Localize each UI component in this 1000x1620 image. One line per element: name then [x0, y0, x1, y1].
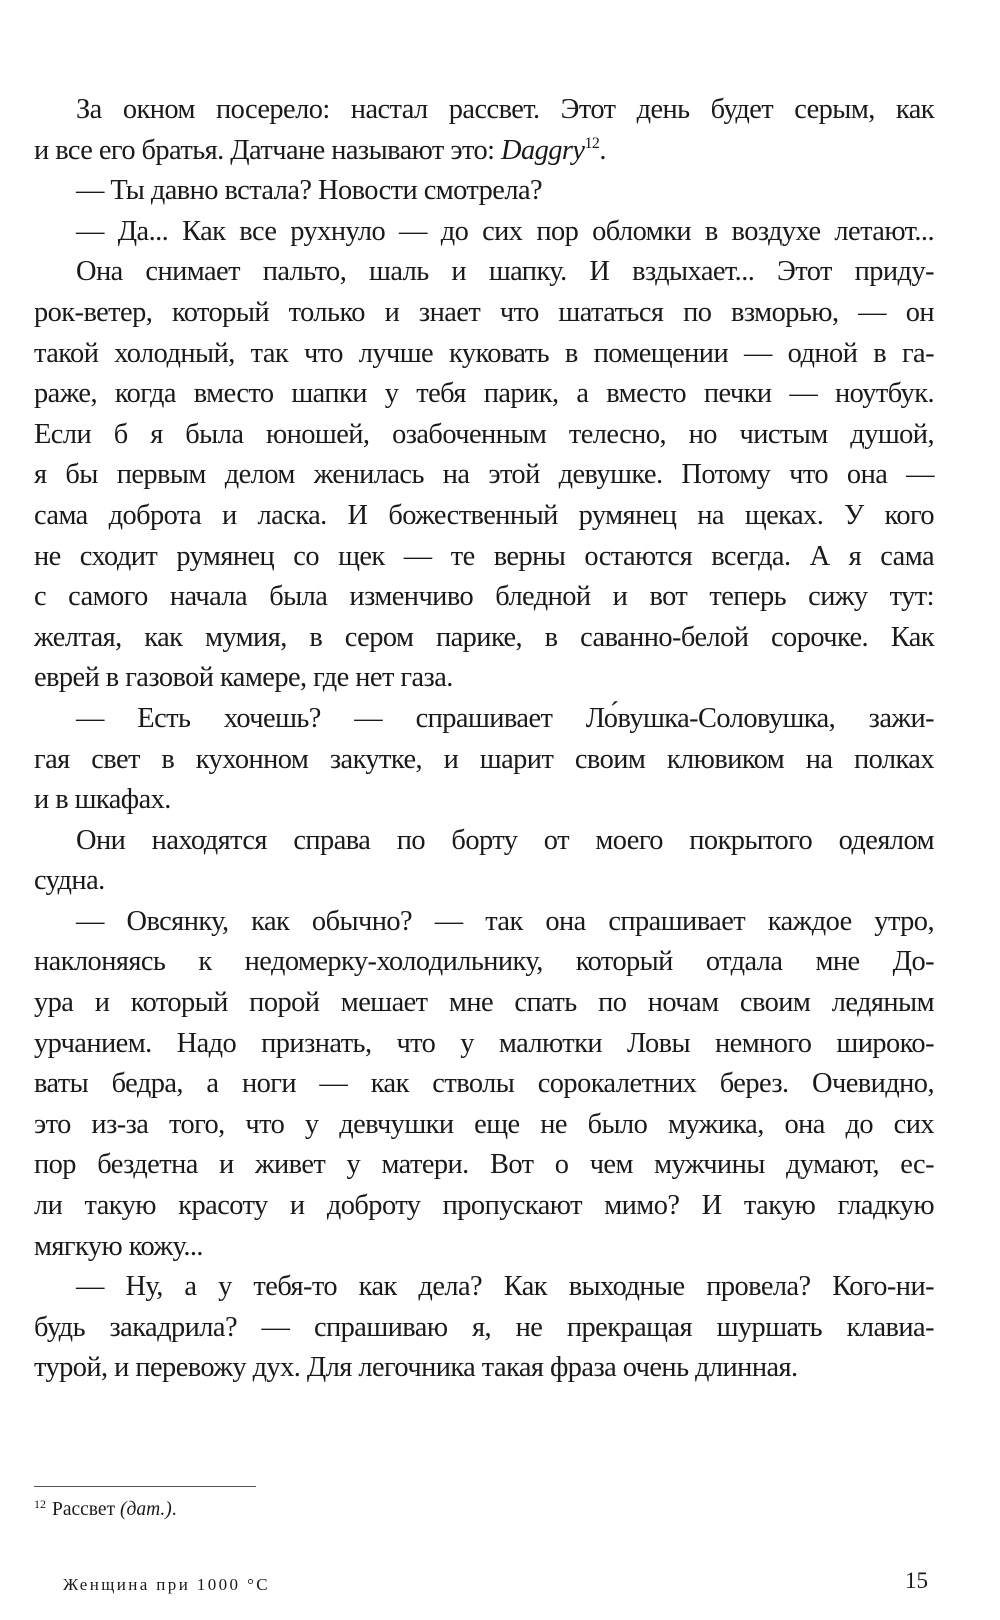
- text-line: Они находятся справа по борту от моего покрытого одеялом: [76, 824, 934, 856]
- body-text: [34, 90, 934, 1389]
- text-line: не сходит румянец со щек — те верны остаются всегда. А я сама: [34, 540, 934, 572]
- footnote-language-note: (дат.): [119, 1499, 172, 1520]
- text-line: — Ты давно встала? Новости смотрела?: [76, 175, 543, 207]
- text-line: пор бездетна и живет у матери. Вот о чем мужчины думают, ес-: [34, 1149, 934, 1181]
- text-line: желтая, как мумия, в сером парике, в саванно-белой сорочке. Как: [34, 621, 934, 653]
- text-line: турой, и перевожу дух. Для легочника такая фраза очень длинная.: [34, 1352, 798, 1384]
- text-line: судна.: [34, 865, 105, 897]
- text-line: такой холодный, так что лучше куковать в помещении — одной в га-: [34, 337, 934, 369]
- text-line: еврей в газовой камере, где нет газа.: [34, 662, 453, 694]
- text-line: — Есть хочешь? — спрашивает Ло́вушка-Соловушка, зажи-: [76, 702, 934, 734]
- running-title: Женщина при 1000 °С: [63, 1575, 271, 1594]
- text-line: ли такую красоту и доброту пропускают мимо? И такую гладкую: [34, 1190, 934, 1222]
- footnote-marker: 12: [34, 1497, 46, 1511]
- text-line: — Овсянку, как обычно? — так она спрашивает каждое утро,: [76, 905, 934, 937]
- text-line: это из-за того, что у девчушки еще не было мужика, она до сих: [34, 1108, 934, 1140]
- text-line: будь закадрила? — спрашиваю я, не прекращая шуршать клавиа-: [34, 1311, 934, 1343]
- footnote-reference: 12: [584, 134, 600, 152]
- text-line: ваты бедра, а ноги — как стволы сорокалетних берез. Очевидно,: [34, 1068, 934, 1100]
- footnote-divider: [34, 1486, 256, 1487]
- page-number: 15: [905, 1568, 928, 1593]
- text-line: раже, когда вместо шапки у тебя парик, а вместо печки — ноутбук.: [34, 378, 934, 410]
- text-line: сама доброта и ласка. И божественный румянец на щеках. У кого: [34, 499, 934, 531]
- footnote-text: Рассвет: [52, 1499, 120, 1520]
- text-line: За окном посерело: настал рассвет. Этот день будет серым, как: [76, 94, 934, 125]
- footnote: $^{12}$ Рассвет (дат.).: [34, 1497, 177, 1520]
- text-line: и все его братья. Датчане называют это: Daggry$^{12}$.: [34, 134, 606, 166]
- text-line: и в шкафах.: [34, 784, 171, 816]
- text-line: рок-ветер, который только и знает что шататься по взморью, — он: [34, 296, 934, 328]
- text-line: ура и который порой мешает мне спать по ночам своим ледяным: [34, 987, 934, 1019]
- text-line: — Ну, а у тебя-то как дела? Как выходные провела? Кого-ни-: [76, 1271, 934, 1303]
- text-line: — Да... Как все рухнуло — до сих пор обломки в воздухе летают...: [76, 215, 934, 247]
- text-line: я бы первым делом женилась на этой девушке. Потому что она —: [34, 459, 934, 491]
- text-line: наклоняясь к недомерку-холодильнику, который отдала мне До-: [34, 946, 934, 978]
- text-line: с самого начала была изменчиво бледной и вот теперь сижу тут:: [34, 581, 934, 613]
- text-line: Если б я была юношей, озабоченным телесно, но чистым душой,: [34, 418, 934, 450]
- emphasis-word: Daggry: [501, 134, 585, 166]
- text-line: гая свет в кухонном закутке, и шарит своим клювиком на полках: [34, 743, 934, 775]
- text-line: мягкую кожу...: [34, 1230, 203, 1262]
- text-line: урчанием. Надо признать, что у малютки Ловы немного широко-: [34, 1027, 934, 1059]
- text-line: Она снимает пальто, шаль и шапку. И вздыхает... Этот приду-: [76, 256, 934, 288]
